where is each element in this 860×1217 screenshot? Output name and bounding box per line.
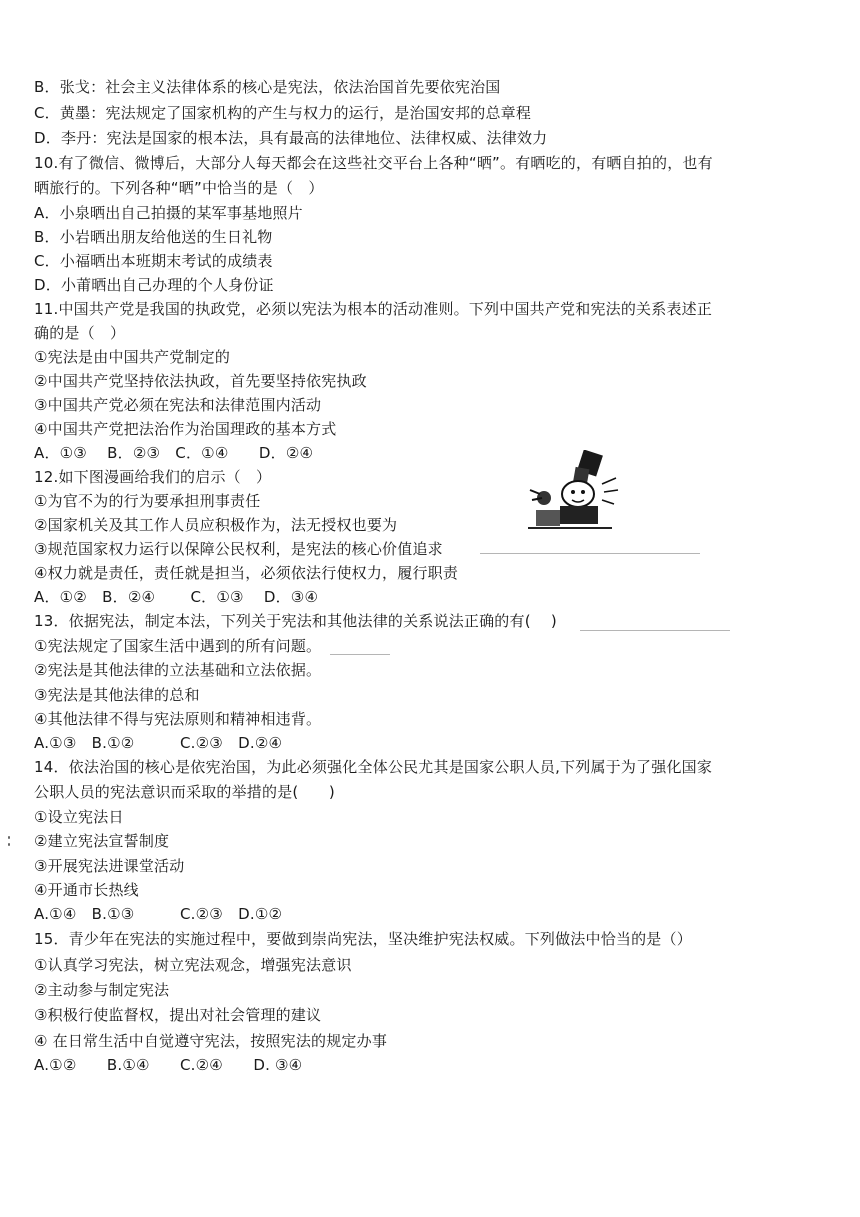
q11-answers: A．①③ B．②③ C．①④ D．②④ [34,444,314,462]
q9-option-d: D．李丹：宪法是国家的根本法，具有最高的法律地位、法律权威、法律效力 [34,129,548,147]
q14-answers: A.①④ B.①③ C.②③ D.①② [34,905,283,923]
scan-artifact-line [580,630,730,631]
q10-option-c: C．小福晒出本班期末考试的成绩表 [34,252,273,270]
scan-artifact-line [480,553,700,554]
q12-stem: 12.如下图漫画给我们的启示（ ） [34,468,272,486]
q12-answers: A．①② B．②④ C．①③ D．③④ [34,588,319,606]
q10-option-b: B．小岩晒出朋友给他送的生日礼物 [34,228,273,246]
q12-item-3: ③规范国家权力运行以保障公民权利，是宪法的核心价值追求 [34,540,443,558]
scan-speck [8,836,10,839]
q11-item-4: ④中国共产党把法治作为治国理政的基本方式 [34,420,337,438]
q13-stem: 13．依据宪法，制定本法，下列关于宪法和其他法律的关系说法正确的有( ) [34,612,557,630]
q10-option-a: A．小泉晒出自己拍摄的某军事基地照片 [34,204,303,222]
q14-stem-line2: 公职人员的宪法意识而采取的举措的是( ) [34,783,335,801]
q15-stem: 15．青少年在宪法的实施过程中，要做到崇尚宪法，坚决维护宪法权威。下列做法中恰当的是（） [34,930,692,948]
q13-item-1: ①宪法规定了国家生活中遇到的所有问题。 [34,637,322,655]
q11-item-1: ①宪法是由中国共产党制定的 [34,348,231,366]
q13-item-4: ④其他法律不得与宪法原则和精神相违背。 [34,710,322,728]
scan-artifact-line [330,654,390,655]
q14-item-3: ③开展宪法进课堂活动 [34,857,185,875]
q12-item-4: ④权力就是责任，责任就是担当，必须依法行使权力，履行职责 [34,564,459,582]
q14-stem-line1: 14．依法治国的核心是依宪治国，为此必须强化全体公民尤其是国家公职人员,下列属于为了强化国家 [34,758,713,776]
q15-item-1: ①认真学习宪法，树立宪法观念，增强宪法意识 [34,956,352,974]
q13-item-2: ②宪法是其他法律的立法基础和立法依据。 [34,661,322,679]
q11-stem-line2: 确的是（ ） [34,324,126,342]
q10-stem-line1: 10.有了微信、微博后，大部分人每天都会在这些社交平台上各种“晒”。有晒吃的，有晒自拍的，也有 [34,154,713,172]
q14-item-4: ④开通市长热线 [34,881,139,899]
q14-item-2: ②建立宪法宣誓制度 [34,832,170,850]
q11-stem-line1: 11.中国共产党是我国的执政党，必须以宪法为根本的活动准则。下列中国共产党和宪法的关系表述正 [34,300,713,318]
q9-option-b: B．张戈：社会主义法律体系的核心是宪法，依法治国首先要依宪治国 [34,78,501,96]
scan-speck [8,843,10,846]
q10-option-d: D．小莆晒出自己办理的个人身份证 [34,276,274,294]
cartoon-illustration [520,450,620,532]
q11-item-2: ②中国共产党坚持依法执政，首先要坚持依宪执政 [34,372,367,390]
q11-item-3: ③中国共产党必须在宪法和法律范围内活动 [34,396,322,414]
q10-stem-line2: 晒旅行的。下列各种“晒”中恰当的是（ ） [34,179,324,197]
q15-item-3: ③积极行使监督权，提出对社会管理的建议 [34,1006,322,1024]
q9-option-c: C．黄墨：宪法规定了国家机构的产生与权力的运行，是治国安邦的总章程 [34,104,532,122]
q15-item-4: ④ 在日常生活中自觉遵守宪法，按照宪法的规定办事 [34,1032,388,1050]
q15-item-2: ②主动参与制定宪法 [34,981,170,999]
q14-item-1: ①设立宪法日 [34,808,124,826]
q13-answers: A.①③ B.①② C.②③ D.②④ [34,734,283,752]
q12-item-2: ②国家机关及其工作人员应积极作为，法无授权也要为 [34,516,398,534]
q12-item-1: ①为官不为的行为要承担刑事责任 [34,492,261,510]
q15-answers: A.①② B.①④ C.②④ D. ③④ [34,1056,303,1074]
q13-item-3: ③宪法是其他法律的总和 [34,686,200,704]
